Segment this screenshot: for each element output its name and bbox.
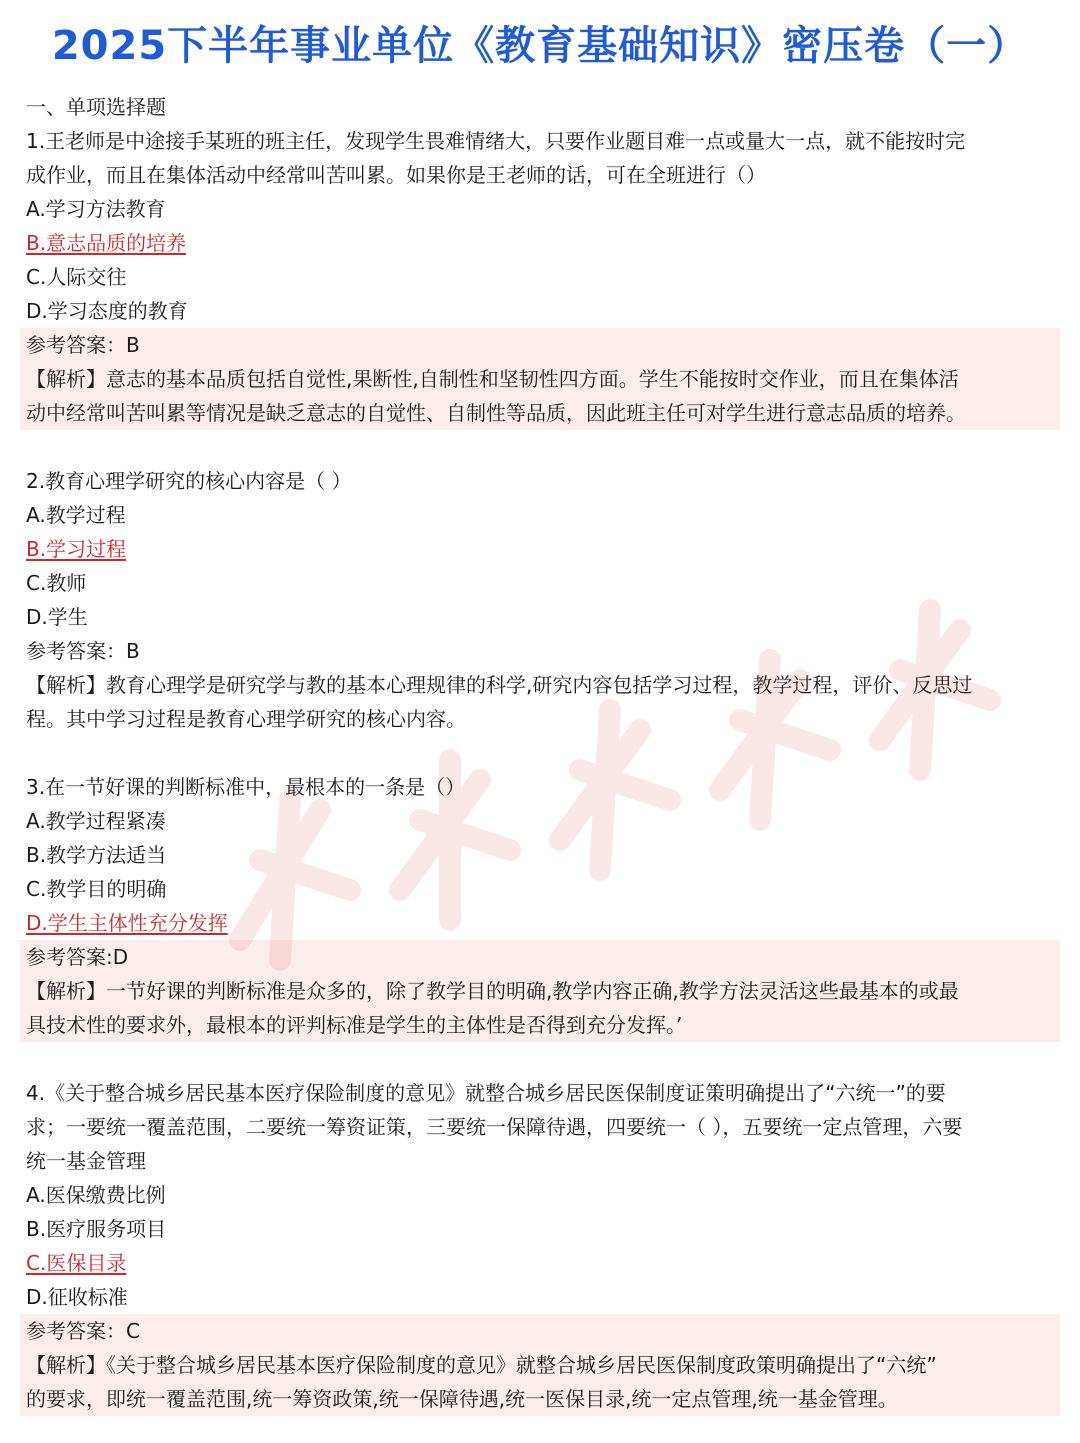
option-text: B.教学方法适当	[26, 843, 167, 867]
analysis-line: 【解析】意志的基本品质包括自觉性,果断性,自制性和坚韧性四方面。学生不能按时交作业，而且在集体活	[26, 367, 959, 391]
question-stem-line: 3.在一节好课的判断标准中，最根本的一条是（）	[26, 775, 466, 799]
question-stem-line: 2.教育心理学研究的核心内容是（ ）	[26, 469, 352, 493]
answer-option	[20, 600, 1060, 634]
question-stem-line: 求；一要统一覆盖范围，二要统一筹资证策，三要统一保障待遇，四要统一（ ），五要统一定点管理，六要	[26, 1115, 963, 1139]
analysis-line: 【解析】教育心理学是研究学与教的基本心理规律的科学,研究内容包括学习过程，教学过程，评价、反思过	[26, 673, 973, 697]
reference-answer: 参考答案：B	[26, 333, 140, 357]
section-heading: 一、单项选择题	[26, 95, 166, 119]
question-stem-line: 成作业，而且在集体活动中经常叫苦叫累。如果你是王老师的话，可在全班进行（）	[26, 163, 766, 187]
reference-answer: 参考答案：C	[26, 1319, 140, 1343]
answer-option	[20, 872, 1060, 906]
reference-answer: 参考答案:D	[26, 945, 129, 969]
reference-answer: 参考答案：B	[26, 639, 140, 663]
answer-option	[20, 838, 1060, 872]
option-text: C.医保目录	[26, 1251, 127, 1275]
page-title: 2025下半年事业单位《教育基础知识》密压卷（一）	[51, 23, 1029, 69]
analysis-line: 程。其中学习过程是教育心理学研究的核心内容。	[26, 707, 466, 731]
question-stem-line: 统一基金管理	[26, 1149, 146, 1173]
option-text: C.人际交往	[26, 265, 127, 289]
analysis-line: 【解析】一节好课的判断标准是众多的，除了教学目的明确,教学内容正确,教学方法灵活这些最基本的或最	[26, 979, 959, 1003]
question-block	[20, 770, 1060, 1076]
option-text: A.学习方法教育	[26, 197, 166, 221]
question-spacer	[20, 736, 1060, 770]
correct-option	[20, 1246, 1060, 1280]
answer-option	[20, 1280, 1060, 1314]
answer-option	[20, 1212, 1060, 1246]
analysis-line: 的要求，即统一覆盖范围,统一筹资政策,统一保障待遇,统一医保目录,统一定点管理,统一基金管理。	[26, 1387, 898, 1411]
answer-option	[20, 192, 1060, 226]
question-stem-line: 4.《关于整合城乡居民基本医疗保险制度的意见》就整合城乡居民医保制度证策明确提出了“六统一”的要	[26, 1081, 946, 1105]
option-text: C.教学目的明确	[26, 877, 167, 901]
question-block	[20, 1076, 1060, 1416]
option-text: A.医保缴费比例	[26, 1183, 166, 1207]
option-text: D.学生	[26, 605, 88, 629]
answer-option	[20, 1178, 1060, 1212]
question-stem-line: 1.王老师是中途接手某班的班主任，发现学生畏难情绪大，只要作业题目难一点或量大一点，就不能按时完	[26, 129, 966, 153]
answer-explanation-block	[20, 634, 1060, 736]
question-block	[20, 124, 1060, 464]
answer-option	[20, 566, 1060, 600]
analysis-line: 动中经常叫苦叫累等情况是缺乏意志的自觉性、自制性等品质，因此班主任可对学生进行意志品质的培养。	[26, 401, 966, 425]
option-text: D.征收标准	[26, 1285, 128, 1309]
question-block	[20, 464, 1060, 770]
analysis-line: 具技术性的要求外，最根本的评判标准是学生的主体性是否得到充分发挥。’	[26, 1013, 683, 1037]
option-text: D.学生主体性充分发挥	[26, 911, 228, 935]
analysis-line: 【解析】《关于整合城乡居民基本医疗保险制度的意见》就整合城乡居民医保制度政策明确提出了“六统”	[26, 1353, 937, 1377]
option-text: D.学习态度的教育	[26, 299, 188, 323]
correct-option	[20, 532, 1060, 566]
answer-option	[20, 294, 1060, 328]
option-text: A.教学过程	[26, 503, 126, 527]
answer-explanation-block	[20, 940, 1060, 1042]
option-text: C.教师	[26, 571, 87, 595]
answer-explanation-block	[20, 328, 1060, 430]
correct-option	[20, 226, 1060, 260]
answer-option	[20, 498, 1060, 532]
option-text: A.教学过程紧凑	[26, 809, 166, 833]
answer-option	[20, 804, 1060, 838]
correct-option	[20, 906, 1060, 940]
question-spacer	[20, 430, 1060, 464]
question-spacer	[20, 1042, 1060, 1076]
option-text: B.意志品质的培养	[26, 231, 187, 255]
question-list	[20, 124, 1060, 1416]
answer-option	[20, 260, 1060, 294]
option-text: B.学习过程	[26, 537, 127, 561]
answer-explanation-block	[20, 1314, 1060, 1416]
option-text: B.医疗服务项目	[26, 1217, 167, 1241]
